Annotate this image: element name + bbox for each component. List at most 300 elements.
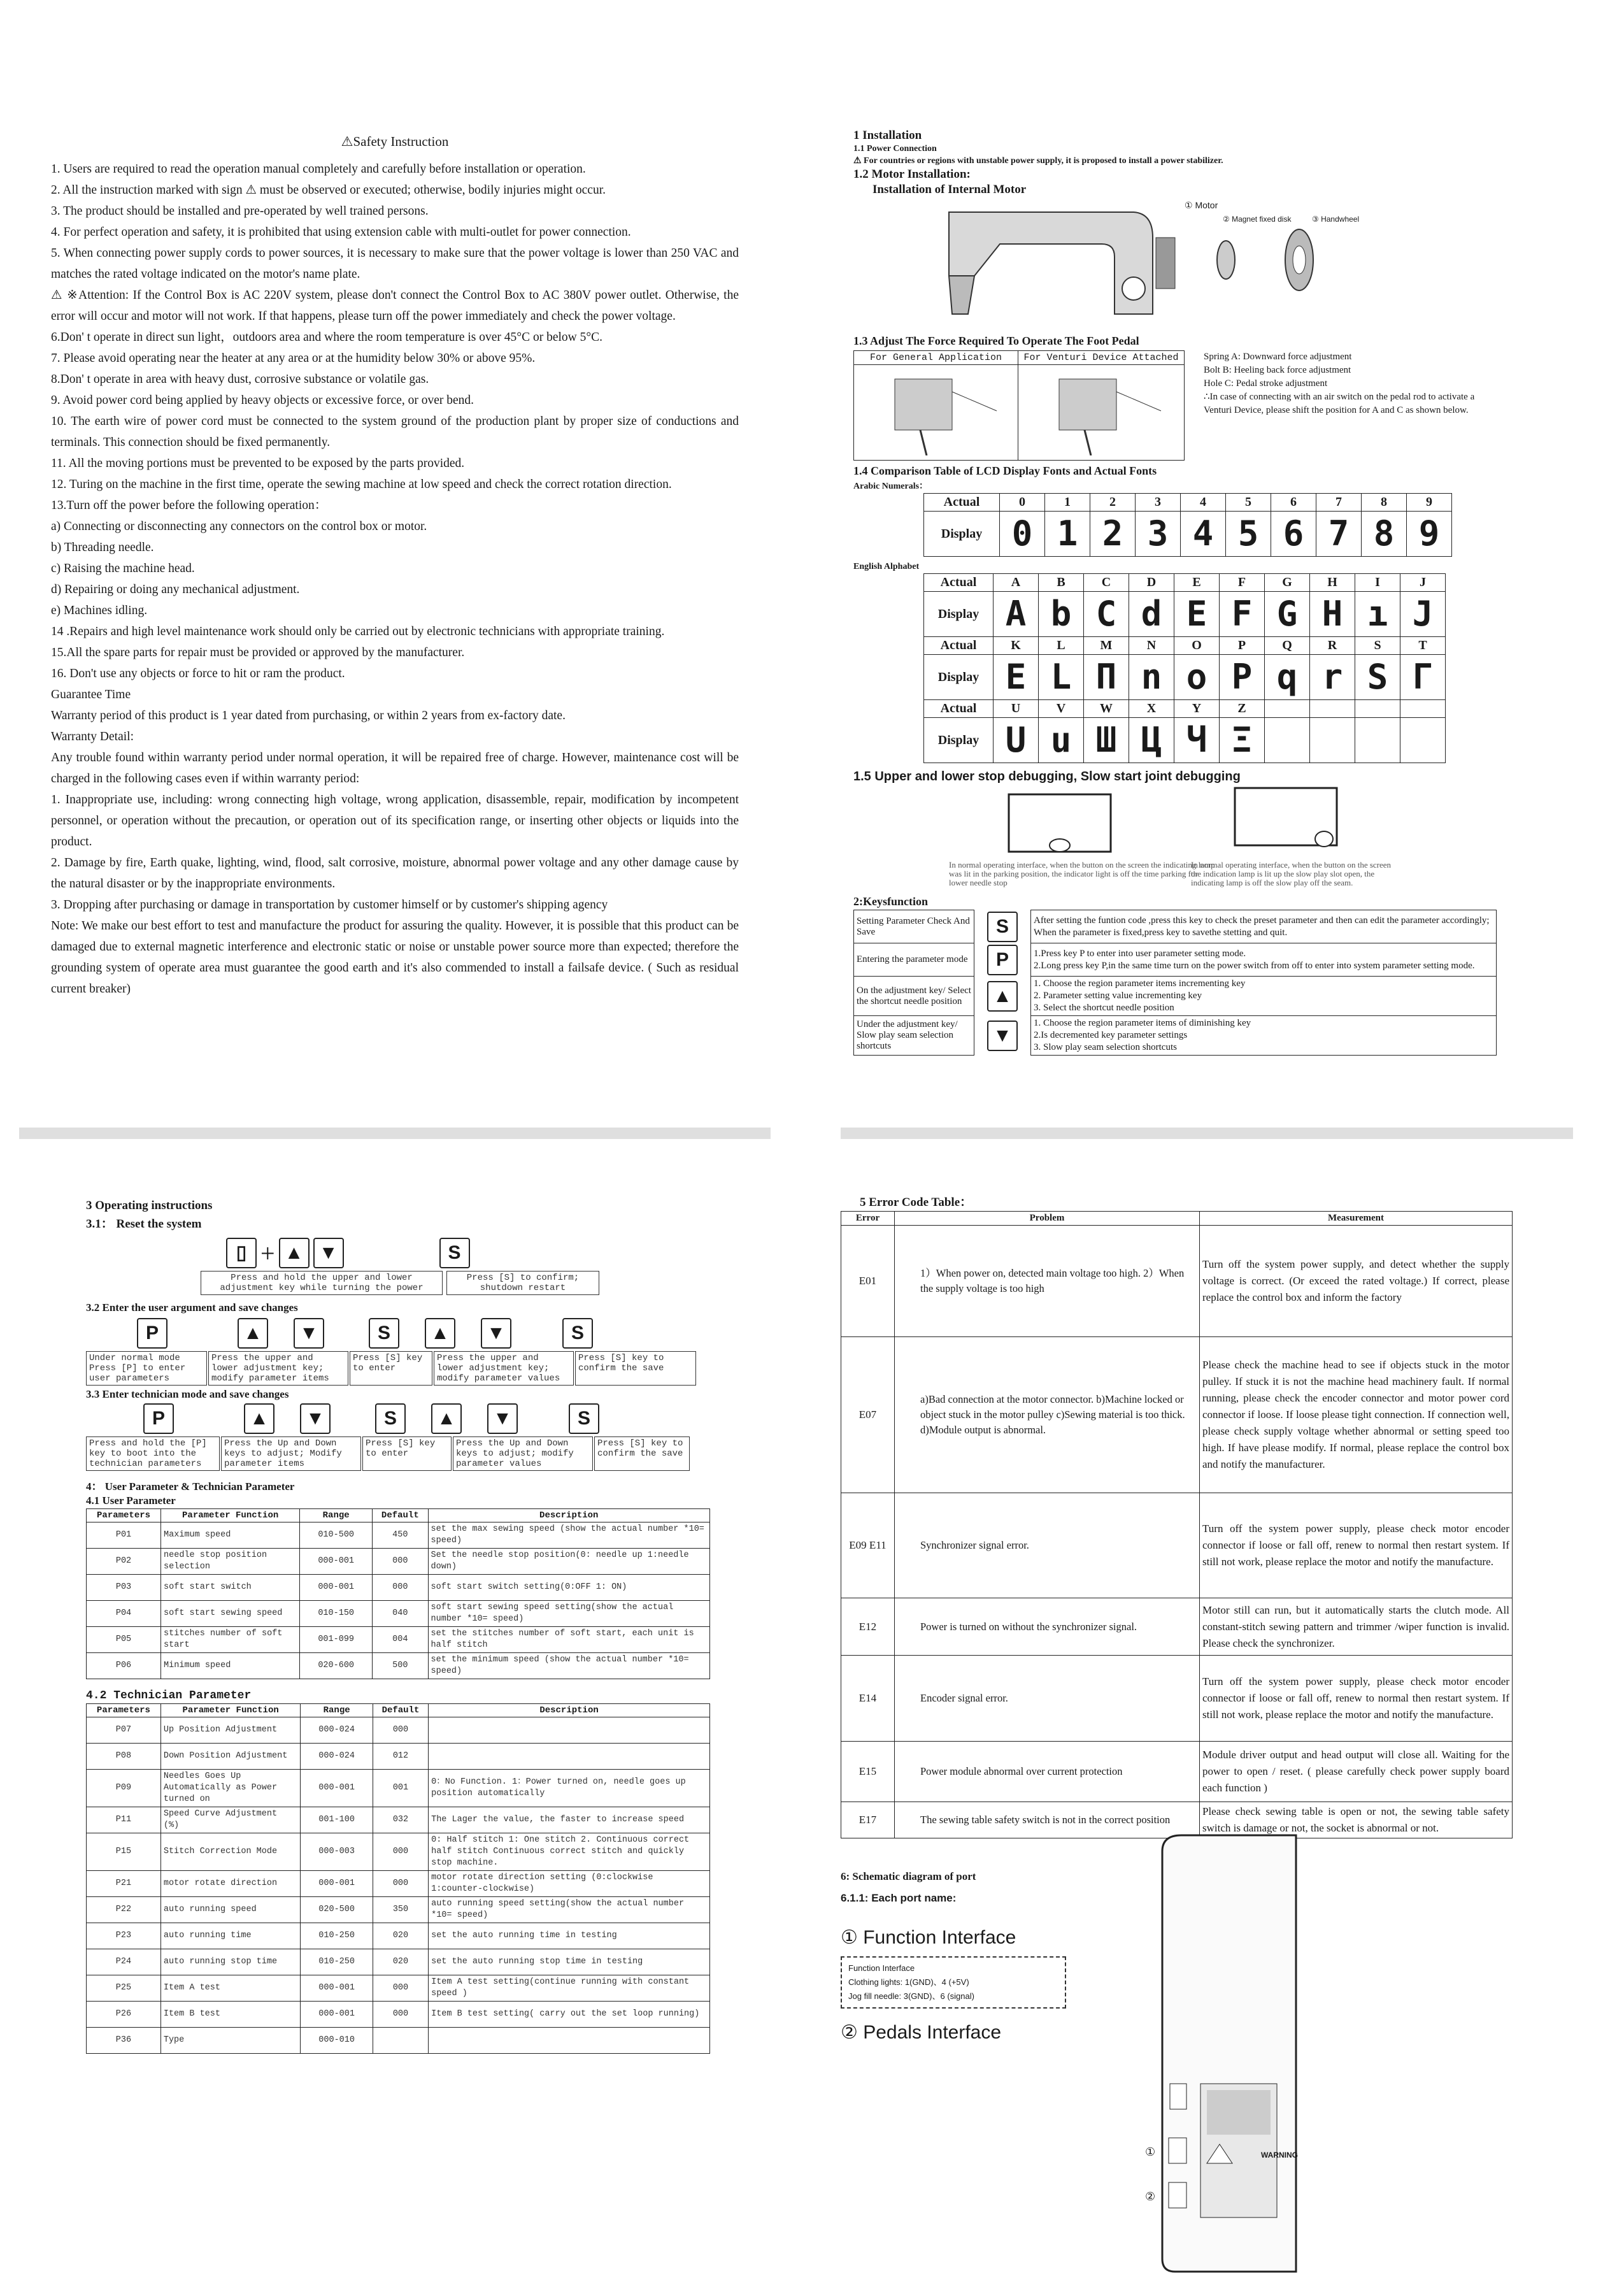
lcd-cell: E	[994, 655, 1039, 700]
down-key-icon: ▼	[481, 1318, 511, 1349]
error-header: Measurement	[1200, 1212, 1513, 1226]
param-row	[87, 1549, 710, 1575]
param-cell: P21	[87, 1871, 161, 1897]
step-label: Press [S] key to confirm the save	[575, 1351, 696, 1386]
pedal-col-venturi: For Venturi Device Attached	[1018, 351, 1184, 365]
up-key-icon: ▲	[431, 1403, 462, 1434]
error-code: E07	[841, 1337, 895, 1493]
actual-cell: G	[1265, 574, 1310, 592]
param-cell: soft start sewing speed	[161, 1601, 300, 1627]
param-cell: P26	[87, 2002, 161, 2028]
param-row	[87, 2002, 710, 2028]
param-cell: 010-250	[301, 1949, 373, 1975]
key-desc	[1031, 1016, 1497, 1056]
safety-item: 1. Users are required to read the operation manual completely and carefully before installation or operation.	[51, 162, 586, 176]
down-key-icon: ▼	[313, 1238, 344, 1268]
param-cell: 012	[373, 1744, 428, 1770]
param-header: Range	[300, 1509, 373, 1522]
param-cell: Type	[160, 2028, 301, 2054]
param-row	[87, 1975, 710, 2002]
row-display: Display	[924, 512, 1000, 557]
param-cell: 000	[373, 2002, 428, 2028]
step-label: Press the Up and Down keys to adjust; Modify parameter items	[221, 1436, 361, 1471]
param-cell: soft start sewing speed setting(show the actual number *10= speed)	[428, 1601, 709, 1627]
arabic-label: Arabic Numerals：	[853, 482, 929, 491]
param-cell: 000-010	[301, 2028, 373, 2054]
lcd-cell: 0	[1000, 512, 1045, 557]
safety-item: Guarantee Time	[51, 688, 131, 701]
param-cell: Down Position Adjustment	[160, 1744, 301, 1770]
magnet-disk-label: ② Magnet fixed disk	[1223, 215, 1292, 224]
error-table	[841, 1211, 1513, 1838]
param-row	[87, 1601, 710, 1627]
safety-item: 8.Don' t operate in area with heavy dust, corrosive substance or volatile gas.	[51, 373, 429, 386]
lcd-cell: Ч	[1174, 718, 1220, 763]
error-code: E15	[841, 1742, 895, 1802]
empty-cell	[1310, 700, 1355, 718]
user-keys	[137, 1318, 723, 1349]
function-interface-box	[841, 1956, 1066, 2009]
key-symbol	[974, 910, 1031, 943]
actual-cell: I	[1355, 574, 1400, 592]
scan-artifact	[841, 1128, 1573, 1139]
lcd-cell: L	[1039, 655, 1084, 700]
param-cell: stitches number of soft start	[161, 1627, 300, 1653]
safety-item: c) Raising the machine head.	[51, 562, 195, 575]
param-row	[87, 1833, 710, 1871]
up-key-icon: ▲	[238, 1318, 268, 1349]
param-row	[87, 1770, 710, 1807]
param-cell: 350	[373, 1897, 428, 1923]
warning-icon: ⚠	[341, 134, 353, 149]
reset-labels	[201, 1271, 723, 1295]
up-key-icon: ▲	[425, 1318, 455, 1349]
param-cell: P08	[87, 1744, 161, 1770]
lcd-cell: Ц	[1129, 718, 1174, 763]
error-row	[841, 1226, 1513, 1337]
actual-cell: 8	[1362, 494, 1407, 512]
param-cell: P01	[87, 1522, 161, 1549]
safety-title: ⚠Safety Instruction	[341, 134, 449, 149]
safety-item: Any trouble found within warranty period under normal operation, it will be repaired free of charge. However, maintenance cost will be charged in the following cases even if within warranty period:	[51, 751, 739, 785]
param-row	[87, 1871, 710, 1897]
user-param-table	[86, 1508, 710, 1679]
empty-cell	[1355, 718, 1400, 763]
func-line-1: Function Interface	[848, 1963, 915, 1973]
operating-section	[86, 1198, 723, 2191]
actual-cell: H	[1310, 574, 1355, 592]
safety-item: 4. For perfect operation and safety, it is prohibited that using extension cable with multi-outlet for power connection.	[51, 226, 631, 239]
error-header: Error	[841, 1212, 895, 1226]
actual-cell: Z	[1220, 700, 1265, 718]
param-cell: soft start switch setting(0:OFF 1: ON)	[428, 1575, 709, 1601]
safety-item: 1. Inappropriate use, including: wrong connecting high voltage, wrong application, disassemble, repair, modification by incompetent personnel, or operation without the precaution, or operation out of its specification range, or inserting other objects or liquids into the product.	[51, 793, 739, 849]
lcd-cell: q	[1265, 655, 1310, 700]
pedal-notes	[1191, 350, 1484, 461]
error-measure: Motor still can run, but it automatically starts the clutch mode. All constant-stitch sewing pattern and trimmer /wiper function is invalid. Please check the synchronizer.	[1200, 1598, 1513, 1656]
actual-cell: E	[1174, 574, 1220, 592]
actual-cell: P	[1220, 637, 1265, 655]
lcd-cell: G	[1265, 592, 1310, 637]
lcd-cell: P	[1220, 655, 1265, 700]
stop-debug-area	[853, 785, 1573, 894]
error-header: Problem	[895, 1212, 1200, 1226]
actual-cell: V	[1039, 700, 1084, 718]
key-name: Under the adjustment key/ Slow play seam selection shortcuts	[854, 1016, 974, 1056]
safety-item: 5. When connecting power supply cords to power sources, it is necessary to make sure that the power voltage is lower than 250 VAC and matches the rated voltage indicated on the motor's name plate.	[51, 247, 739, 281]
error-measure: Please check the machine head to see if objects stuck in the motor pulley. If stuck it is not the machine head machinery fault. If normal running, please check the encoder connector and motor power cord connector if loose. If loose please tight connection. If connection well, please check supply voltage whether abnormal or setting speed too high. If have please modify. If normal, please replace the control box and notify the manufacturer.	[1200, 1337, 1513, 1493]
s-key-icon: S	[569, 1403, 599, 1434]
lcd-cell: H	[1310, 592, 1355, 637]
lcd-cell: S	[1355, 655, 1400, 700]
step-label: Press the Up and Down keys to adjust; modify parameter values	[453, 1436, 593, 1471]
reset-label-2: Press [S] to confirm; shutdown restart	[446, 1271, 599, 1295]
error-row	[841, 1742, 1513, 1802]
safety-item: 16. Don't use any objects or force to hit or ram the product.	[51, 667, 345, 680]
s-key-icon: S	[369, 1318, 399, 1349]
step-label: Under normal mode Press [P] to enter user parameters	[86, 1351, 207, 1386]
actual-cell: 9	[1407, 494, 1452, 512]
lcd-cell: J	[1400, 592, 1446, 637]
param-cell: 001-100	[301, 1807, 373, 1833]
actual-cell: C	[1084, 574, 1129, 592]
param-cell: Speed Curve Adjustment (%)	[160, 1807, 301, 1833]
param-header: Parameter Function	[161, 1509, 300, 1522]
plus-icon: +	[260, 1238, 275, 1268]
key-row	[854, 977, 1497, 1016]
motor-label: ① Motor	[1185, 200, 1218, 210]
user-argument-heading: 3.2 Enter the user argument and save changes	[86, 1301, 298, 1314]
pedal-note-a: Spring A: Downward force adjustment	[1204, 352, 1352, 362]
lcd-cell: ı	[1355, 592, 1400, 637]
safety-item: 6.Don' t operate in direct sun light，outdoors area and where the room temperature is over 45°C or below 5°C.	[51, 331, 603, 344]
pedal-note-c: Hole C: Pedal stroke adjustment	[1204, 378, 1328, 389]
param-cell: 000-001	[301, 2002, 373, 2028]
error-problem: a)Bad connection at the motor connector. b)Machine locked or object stuck in the motor pulley c)Sewing material is too thick. d)Module output is abnormal.	[895, 1337, 1200, 1493]
param-header: Range	[301, 1704, 373, 1717]
func-line-2: Clothing lights: 1(GND)、4 (+5V)	[848, 1977, 969, 1987]
p-key-icon: P	[137, 1318, 167, 1349]
error-code: E01	[841, 1226, 895, 1337]
pedal-area	[853, 350, 1573, 461]
tech-labels	[86, 1436, 723, 1471]
power-switch-icon: ▯	[226, 1238, 257, 1268]
param-cell: set the max sewing speed (show the actual number *10= speed)	[428, 1522, 709, 1549]
param-cell: set the auto running stop time in testing	[429, 1949, 710, 1975]
step-label: Press the upper and lower adjustment key; modify parameter values	[434, 1351, 574, 1386]
safety-item: e) Machines idling.	[51, 604, 148, 617]
safety-item: a) Connecting or disconnecting any connectors on the control box or motor.	[51, 520, 427, 533]
param-cell: Item A test	[160, 1975, 301, 2002]
lcd-cell: 5	[1226, 512, 1271, 557]
lcd-cell: b	[1039, 592, 1084, 637]
lcd-cell: n	[1129, 655, 1174, 700]
key-row	[854, 1016, 1497, 1056]
func-line-3: Jog fill needle: 3(GND)、6 (signal)	[848, 1991, 974, 2001]
lcd-cell: 4	[1181, 512, 1226, 557]
english-label: English Alphabet	[853, 562, 920, 571]
param-cell: 000-003	[301, 1833, 373, 1871]
param-cell: P15	[87, 1833, 161, 1871]
keys-heading: 2:Keysfunction	[853, 895, 928, 908]
row-actual: Actual	[924, 494, 1000, 512]
param-cell: set the auto running time in testing	[429, 1923, 710, 1949]
reset-combo	[226, 1238, 344, 1268]
lcd-cell: 8	[1362, 512, 1407, 557]
param-row	[87, 1807, 710, 1833]
safety-item: Warranty period of this product is 1 year dated from purchasing, or within 2 years from ex-factory date.	[51, 709, 566, 722]
actual-cell: T	[1400, 637, 1446, 655]
pedal-table	[853, 350, 1185, 461]
actual-cell: 4	[1181, 494, 1226, 512]
param-cell: P03	[87, 1575, 161, 1601]
pedal-note-b: Bolt B: Heeling back force adjustment	[1204, 365, 1351, 375]
error-problem: 1）When power on, detected main voltage too high. 2）When the supply voltage is too high	[895, 1226, 1200, 1337]
step-label: Press [S] key to enter	[350, 1351, 432, 1386]
reset-heading: 3.1： Reset the system	[86, 1217, 202, 1231]
param-cell: 500	[373, 1653, 428, 1679]
param-cell: 001-099	[300, 1627, 373, 1653]
pedal-col-general: For General Application	[854, 351, 1018, 365]
internal-motor-label: Installation of Internal Motor	[873, 183, 1027, 196]
param-cell: set the minimum speed (show the actual number *10= speed)	[428, 1653, 709, 1679]
actual-cell: L	[1039, 637, 1084, 655]
param-header: Description	[429, 1704, 710, 1717]
upper-stop-note: In normal operating interface, when the button on the screen the indicating lamp was lit in the parking position, the indicator light is off the time parking for lower needle stop	[949, 860, 1215, 887]
param-row	[87, 1575, 710, 1601]
actual-cell: X	[1129, 700, 1174, 718]
lcd-cell: d	[1129, 592, 1174, 637]
param-header: Default	[373, 1704, 428, 1717]
safety-item: 13.Turn off the power before the following operation：	[51, 499, 327, 512]
empty-cell	[1310, 718, 1355, 763]
lcd-cell: 6	[1271, 512, 1316, 557]
param-cell: 004	[373, 1627, 428, 1653]
param-cell: auto running speed setting(show the actual number *10= speed)	[429, 1897, 710, 1923]
step-label: Press [S] key to enter	[362, 1436, 452, 1471]
param-cell: 010-250	[301, 1923, 373, 1949]
function-interface-title: ① Function Interface	[841, 1927, 1016, 1948]
port-section	[841, 1870, 1573, 2278]
safety-item: Warranty Detail:	[51, 730, 134, 743]
safety-item: 7. Please avoid operating near the heater at any area or at the humidity below 30% or above 95%.	[51, 352, 536, 365]
key-desc-line: When the parameter is fixed,press key to savethe stetting and quit.	[1034, 927, 1288, 938]
key-desc	[1031, 943, 1497, 977]
actual-cell: D	[1129, 574, 1174, 592]
actual-cell: J	[1400, 574, 1446, 592]
step-label: Press and hold the [P] key to boot into the technician parameters	[86, 1436, 220, 1471]
param-cell: 000	[373, 1871, 428, 1897]
key-icon: S	[987, 912, 1018, 942]
param-cell: P05	[87, 1627, 161, 1653]
param-cell: 020-500	[301, 1897, 373, 1923]
key-name: On the adjustment key/ Select the shortcut needle position	[854, 977, 974, 1016]
lcd-cell: 9	[1407, 512, 1452, 557]
lcd-cell: Ш	[1084, 718, 1129, 763]
lcd-cell: 1	[1045, 512, 1090, 557]
lcd-heading: 1.4 Comparison Table of LCD Display Fonts and Actual Fonts	[853, 464, 1157, 477]
error-row	[841, 1598, 1513, 1656]
error-problem: The sewing table safety switch is not in the correct position	[895, 1802, 1200, 1838]
error-row	[841, 1493, 1513, 1598]
param-cell: Needles Goes Up Automatically as Power turned on	[160, 1770, 301, 1807]
safety-item: 12. Turing on the machine in the first time, operate the sewing machine at low speed and check the correct rotation direction.	[51, 478, 672, 491]
slow-start-screen-icon	[1232, 785, 1341, 856]
param-cell: 000-001	[301, 1975, 373, 2002]
error-problem: Encoder signal error.	[895, 1656, 1200, 1742]
control-box-drawing	[1156, 1832, 1302, 2278]
param-row	[87, 1744, 710, 1770]
error-code: E14	[841, 1656, 895, 1742]
up-key-icon: ▲	[244, 1403, 274, 1434]
param-cell: 032	[373, 1807, 428, 1833]
empty-cell	[1355, 700, 1400, 718]
param-cell: 040	[373, 1601, 428, 1627]
step-label: Press [S] key to confirm the save	[594, 1436, 690, 1471]
error-measure: Please check sewing table is open or not, the sewing table safety switch is damage or not, the socket is abnormal or not.	[1200, 1802, 1513, 1838]
port-heading: 6: Schematic diagram of port	[841, 1870, 976, 1882]
p-key-icon: P	[143, 1403, 174, 1434]
key-icon: ▼	[987, 1021, 1018, 1051]
key-desc-line: 2.Long press key P,in the same time turn on the power switch from off to enter into system parameter setting mode.	[1034, 960, 1475, 971]
param-cell: 000-024	[301, 1717, 373, 1744]
port-mark-1: ①	[1145, 2145, 1156, 2158]
safety-item: 3. The product should be installed and pre-operated by well trained persons.	[51, 204, 429, 218]
param-cell: 000	[373, 1549, 428, 1575]
actual-cell: M	[1084, 637, 1129, 655]
row-actual: Actual	[924, 574, 994, 592]
error-row	[841, 1656, 1513, 1742]
upper-stop-screen-icon	[1006, 792, 1115, 862]
param-cell: Up Position Adjustment	[160, 1717, 301, 1744]
param-row	[87, 1717, 710, 1744]
param-cell: soft start switch	[161, 1575, 300, 1601]
actual-cell: 5	[1226, 494, 1271, 512]
param-cell: motor rotate direction	[160, 1871, 301, 1897]
param-cell	[429, 1744, 710, 1770]
param-cell: auto running time	[160, 1923, 301, 1949]
param-row	[87, 1949, 710, 1975]
safety-item: 15.All the spare parts for repair must be provided or approved by the manufacturer.	[51, 646, 465, 659]
actual-cell: 6	[1271, 494, 1316, 512]
safety-item: 14 .Repairs and high level maintenance work should only be carried out by electronic technicians with appropriate training.	[51, 625, 665, 638]
param-cell: Maximum speed	[161, 1522, 300, 1549]
param-cell: 000-001	[300, 1575, 373, 1601]
error-measure: Turn off the system power supply, please check motor encoder connector if loose or fall off, renew to normal then restart system. If still not work, please replace the motor and notify the manufacture.	[1200, 1493, 1513, 1598]
safety-item: 3. Dropping after purchasing or damage in transportation by customer himself or by customer's shipping agency	[51, 898, 608, 912]
down-key-icon: ▼	[300, 1403, 331, 1434]
safety-item: ⚠ ※Attention: If the Control Box is AC 220V system, please don't connect the Control Box to AC 380V power outlet. Otherwise, the error will occur and motor will not work. If that happens, please turn off the power immediately and check the power voltage.	[51, 289, 739, 323]
key-icon: ▲	[987, 981, 1018, 1012]
error-code: E09 E11	[841, 1493, 895, 1598]
key-desc-line: 2. Parameter setting value incrementing key	[1034, 991, 1202, 1001]
key-desc-line: After setting the funtion code ,press this key to check the preset parameter and then can edit the parameter accordingly;	[1034, 915, 1490, 926]
param-cell: 020	[373, 1923, 428, 1949]
warning-label: WARNING	[1261, 2151, 1298, 2160]
param-header: Parameter Function	[160, 1704, 301, 1717]
s-key-icon: S	[562, 1318, 593, 1349]
installation-section	[853, 127, 1573, 1121]
param-cell: 001	[373, 1770, 428, 1807]
empty-cell	[1265, 718, 1310, 763]
param-header-row	[87, 1704, 710, 1717]
error-code: E12	[841, 1598, 895, 1656]
actual-cell: 0	[1000, 494, 1045, 512]
alphabet-table	[923, 573, 1446, 763]
param-cell: 000	[373, 1975, 428, 2002]
error-measure: Turn off the system power supply, please check motor encoder connector if loose or fall off, renew to normal then restart system. If still not work, please replace the motor and notify the manufacture.	[1200, 1656, 1513, 1742]
key-symbol	[974, 1016, 1031, 1056]
param-cell: P36	[87, 2028, 161, 2054]
error-problem: Synchronizer signal error.	[895, 1493, 1200, 1598]
lcd-cell: U	[994, 718, 1039, 763]
tech-param-heading: 4.2 Technician Parameter	[86, 1689, 252, 1702]
key-symbol	[974, 977, 1031, 1016]
actual-cell: B	[1039, 574, 1084, 592]
s-key-icon: S	[439, 1238, 470, 1268]
reset-label-1: Press and hold the upper and lower adjustment key while turning the power	[201, 1271, 443, 1295]
key-row	[854, 910, 1497, 943]
row-display: Display	[924, 718, 994, 763]
key-desc-line: 1.Press key P to enter into user parameter setting mode.	[1034, 948, 1246, 959]
param-cell: Item B test	[160, 2002, 301, 2028]
up-key-icon: ▲	[279, 1238, 310, 1268]
lcd-cell: A	[994, 592, 1039, 637]
power-note: ⚠ For countries or regions with unstable power supply, it is proposed to install a power stabilizer.	[853, 156, 1223, 166]
key-desc-line: 3. Slow play seam selection shortcuts	[1034, 1042, 1177, 1052]
lcd-cell: Γ	[1400, 655, 1446, 700]
port-name-heading: 6.1.1: Each port name:	[841, 1892, 957, 1904]
row-actual: Actual	[924, 700, 994, 718]
param-cell: motor rotate direction setting (0:clockwise 1:counter-clockwise)	[429, 1871, 710, 1897]
pedals-interface-title: ② Pedals Interface	[841, 2022, 1002, 2043]
actual-cell: U	[994, 700, 1039, 718]
pedal-figure-general	[854, 365, 1018, 461]
key-name: Setting Parameter Check And Save	[854, 910, 974, 943]
param-cell: 000	[373, 1575, 428, 1601]
param-cell: P04	[87, 1601, 161, 1627]
actual-cell: K	[994, 637, 1039, 655]
param-cell: P11	[87, 1807, 161, 1833]
param-cell	[373, 2028, 428, 2054]
actual-cell: Q	[1265, 637, 1310, 655]
tech-keys	[143, 1403, 723, 1434]
numerals-table	[923, 493, 1452, 557]
param-cell: Item B test setting( carry out the set loop running)	[429, 2002, 710, 2028]
param-cell: The Lager the value, the faster to increase speed	[429, 1807, 710, 1833]
param-cell: P25	[87, 1975, 161, 2002]
param-cell: 0：No Function. 1：Power turned on, needle goes up position automatically	[429, 1770, 710, 1807]
lcd-cell: o	[1174, 655, 1220, 700]
param-cell: P23	[87, 1923, 161, 1949]
lcd-cell: r	[1310, 655, 1355, 700]
lcd-cell: 2	[1090, 512, 1136, 557]
param-row	[87, 1627, 710, 1653]
step-label: Press the upper and lower adjustment key; modify parameter items	[208, 1351, 348, 1386]
down-key-icon: ▼	[487, 1403, 518, 1434]
key-row	[854, 943, 1497, 977]
key-name: Entering the parameter mode	[854, 943, 974, 977]
user-param-heading: 4.1 User Parameter	[86, 1494, 176, 1507]
key-desc	[1031, 910, 1497, 943]
param-cell: 000	[373, 1833, 428, 1871]
param-cell: P02	[87, 1549, 161, 1575]
actual-cell: Y	[1174, 700, 1220, 718]
key-desc-line: 1. Choose the region parameter items incrementing key	[1034, 978, 1246, 989]
param-cell: 020-600	[300, 1653, 373, 1679]
param-cell: Minimum speed	[161, 1653, 300, 1679]
error-heading: 5 Error Code Table：	[860, 1196, 972, 1209]
